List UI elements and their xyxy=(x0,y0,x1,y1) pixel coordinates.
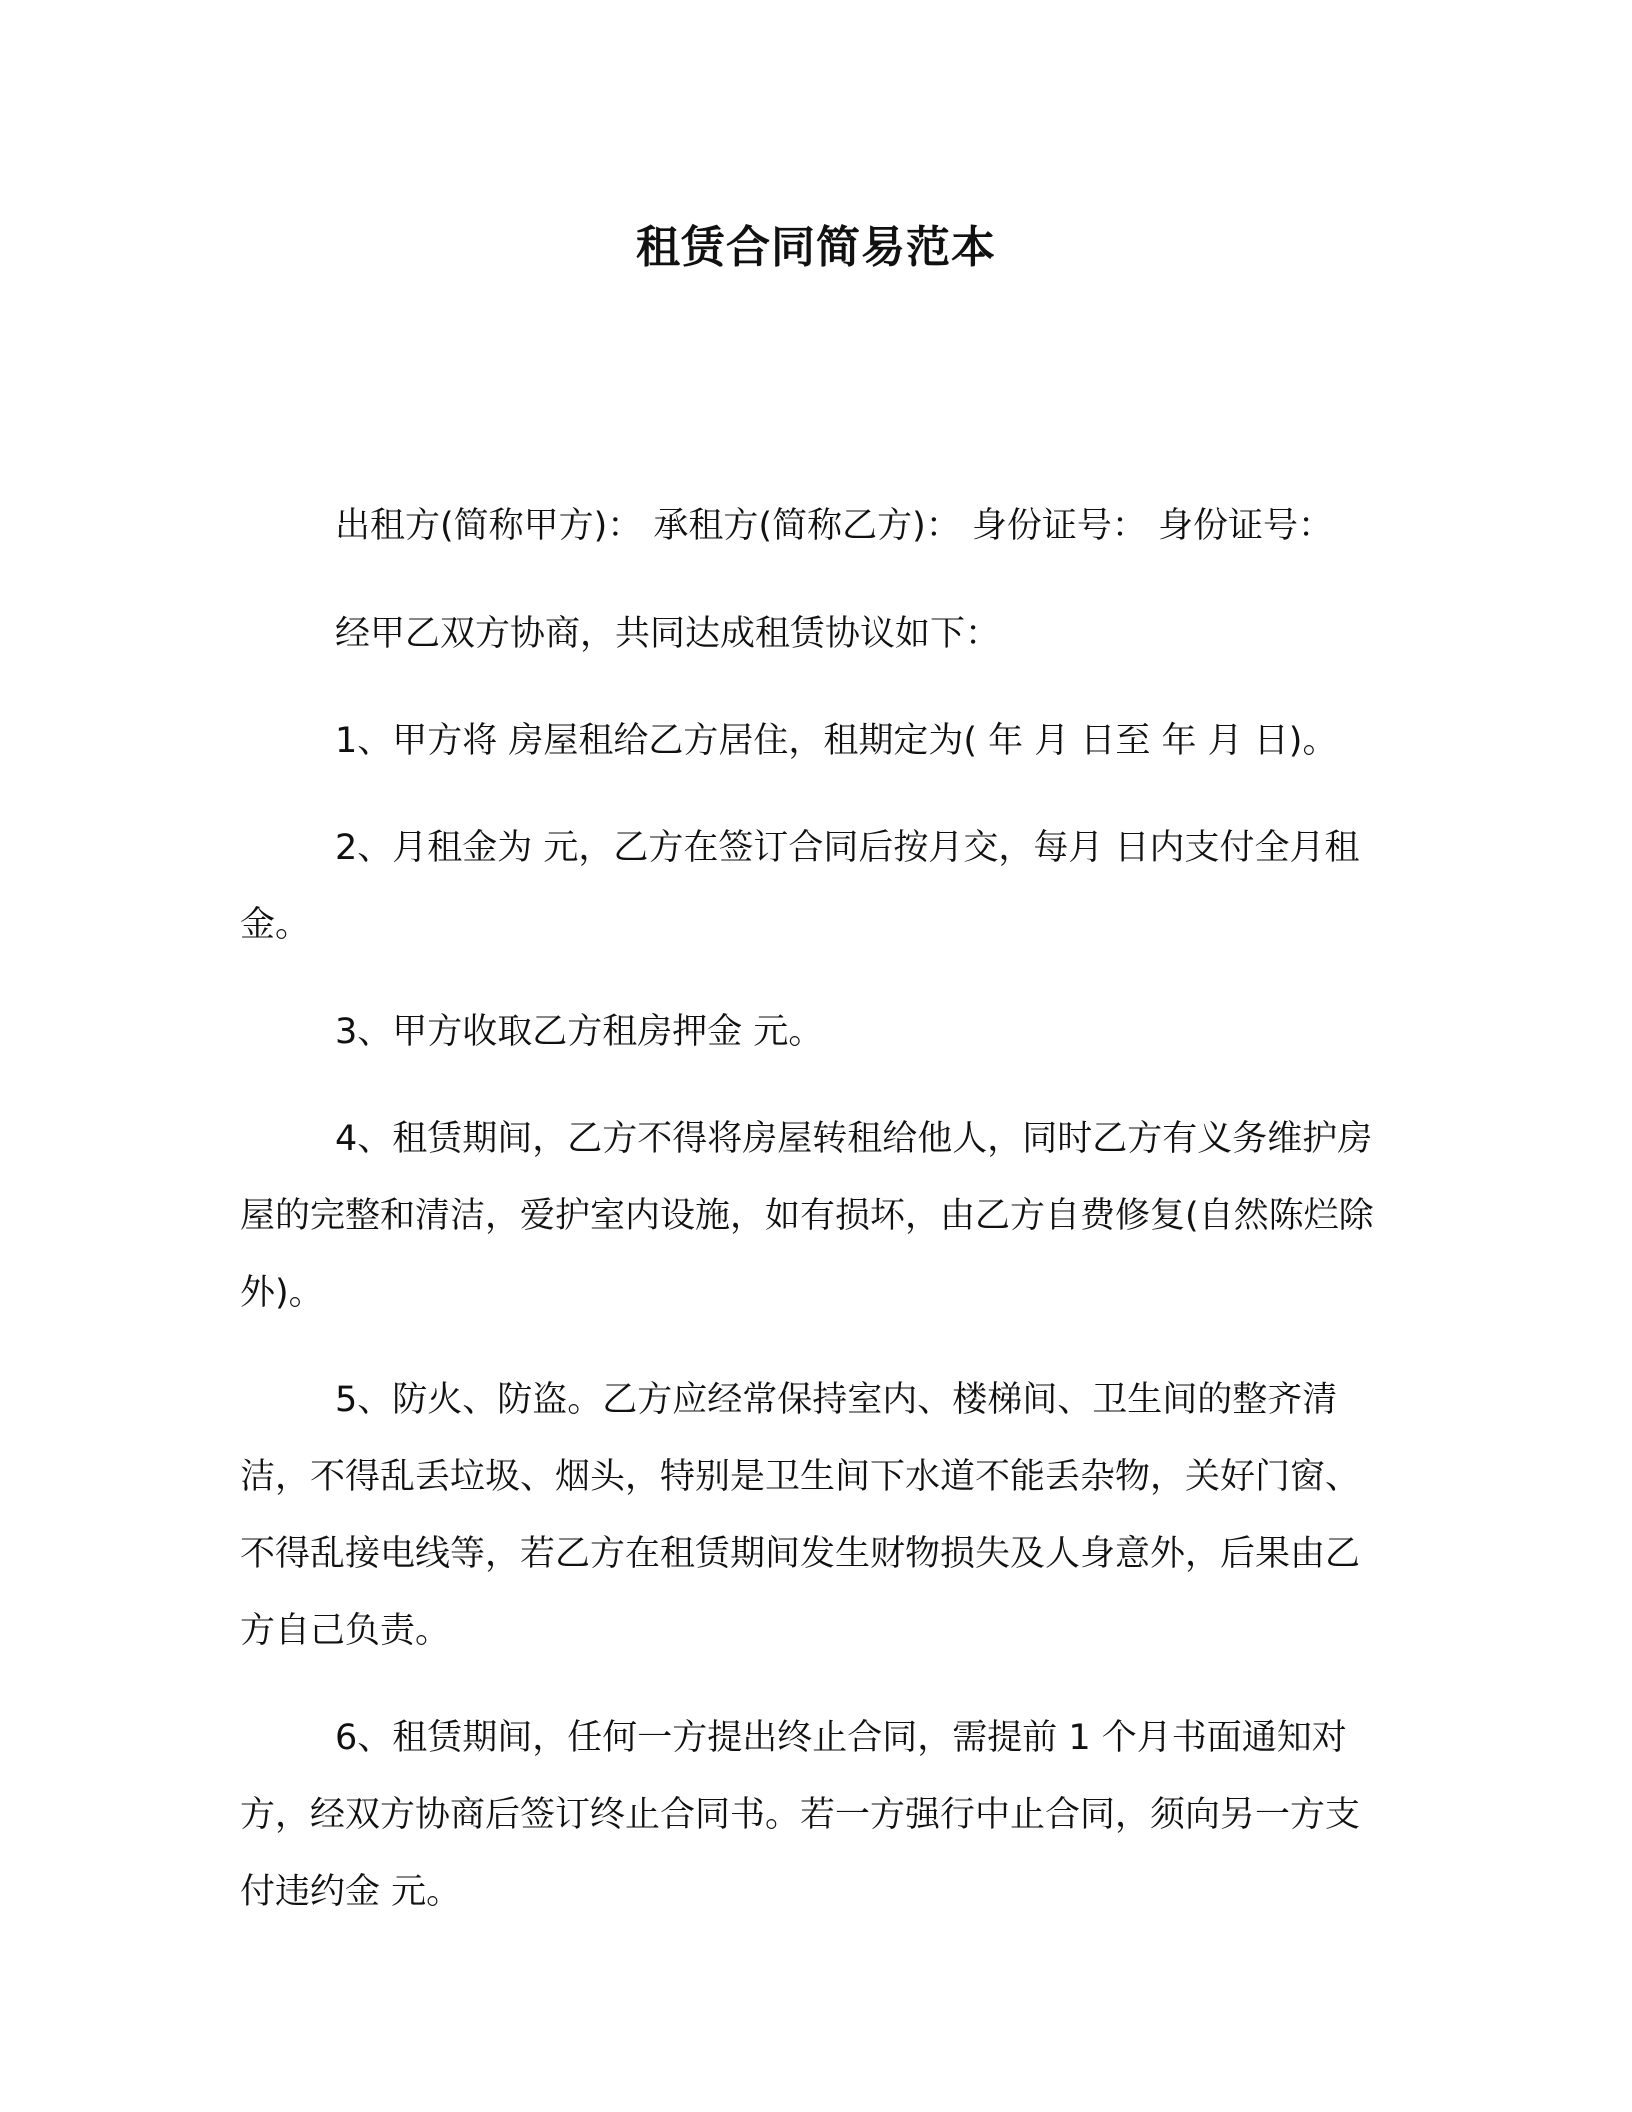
clause-3-paragraph: 3、甲方收取乙方租房押金 元。 xyxy=(335,1012,824,1052)
clause-2-paragraph: 2、月租金为 元，乙方在签订合同后按月交，每月 日内支付全月租金。 xyxy=(240,828,1360,945)
clause-1-paragraph: 1、甲方将 房屋租给乙方居住，租期定为( 年 月 日至 年 月 日)。 xyxy=(335,721,1338,761)
parties-paragraph: 出租方(简称甲方)： 承租方(简称乙方)： 身份证号： 身份证号： xyxy=(335,506,1333,546)
clause-6-paragraph: 6、租赁期间，任何一方提出终止合同，需提前 1 个月书面通知对方，经双方协商后签订终止合同书。若一方强行中止合同，须向另一方支付违约金 元。 xyxy=(240,1718,1361,1912)
document-body xyxy=(240,488,1380,1961)
clause-5-paragraph: 5、防火、防盗。乙方应经常保持室内、楼梯间、卫生间的整齐清洁，不得乱丢垃圾、烟头，特别是卫生间下水道不能丢杂物，关好门窗、不得乱接电线等，若乙方在租赁期间发生财物损失及人身意外，后果由乙方自己负责。 xyxy=(240,1380,1361,1651)
clause-4-paragraph: 4、租赁期间，乙方不得将房屋转租给他人，同时乙方有义务维护房屋的完整和清洁，爱护室内设施，如有损坏，由乙方自费修复(自然陈烂除外)。 xyxy=(240,1119,1374,1313)
agreement-intro-paragraph: 经甲乙双方协商，共同达成租赁协议如下： xyxy=(335,614,1001,654)
document-title: 租赁合同简易范本 xyxy=(636,222,996,273)
